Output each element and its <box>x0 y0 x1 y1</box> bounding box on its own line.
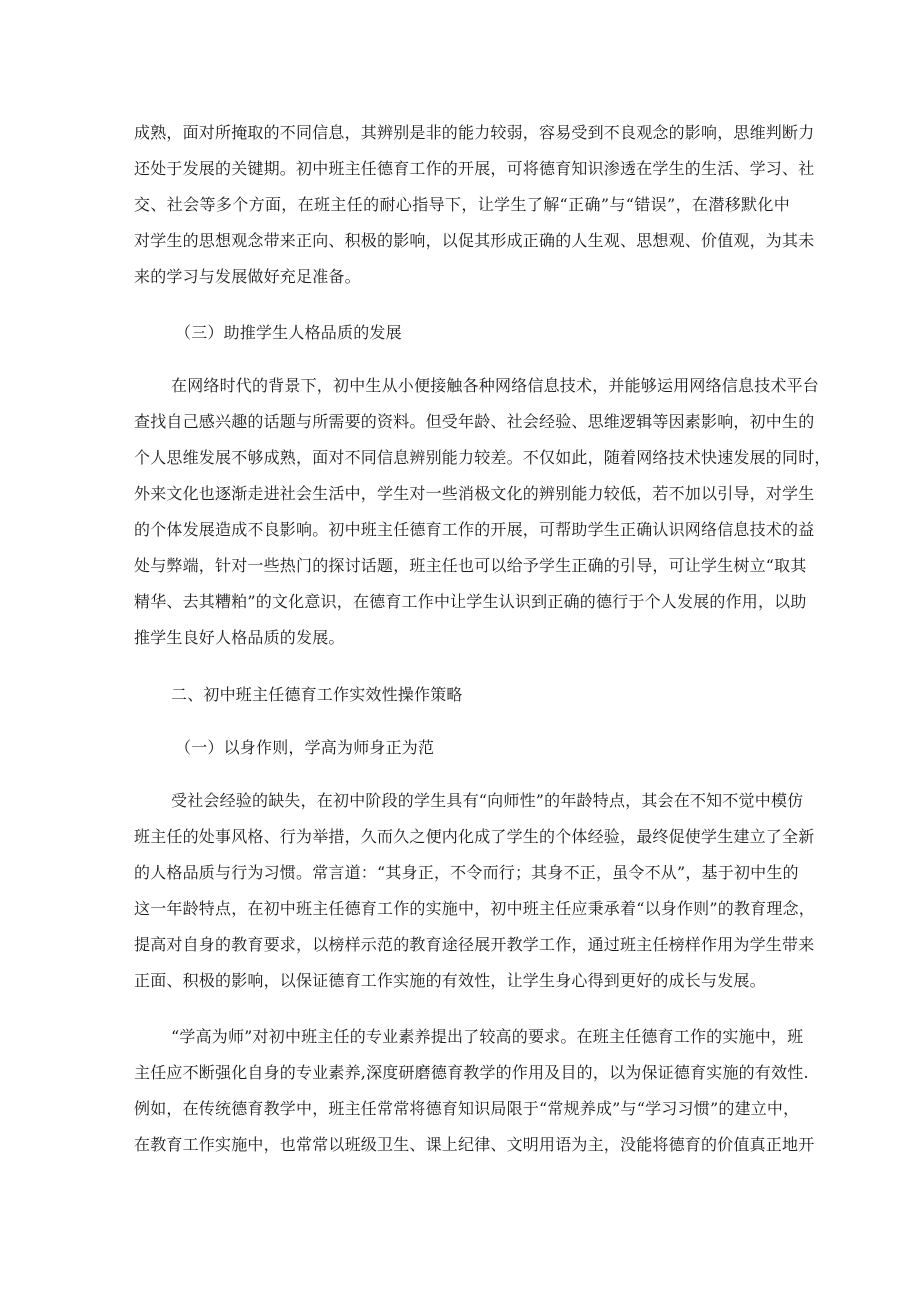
paragraph-line: 查找自己感兴趣的话题与所需要的资料。但受年龄、社会经验、思维逻辑等因素影响，初中生的 <box>134 412 815 431</box>
paragraph-line: 成熟，面对所掩取的不同信息，其辨别是非的能力较弱，容易受到不良观念的影响，思维判断力 <box>134 123 815 142</box>
paragraph-line: 正面、积极的影响，以保证德育工作实施的有效性，让学生身心得到更好的成长与发展。 <box>134 971 766 990</box>
paragraph-line: 受社会经验的缺失，在初中阶段的学生具有“向师性”的年龄特点，其会在不知不觉中模仿 <box>171 791 804 810</box>
paragraph-line: 来的学习与发展做好充足准备。 <box>134 267 361 286</box>
subsection-heading: （三）助推学生人格品质的发展 <box>175 323 402 342</box>
paragraph-line: 主任应不断强化自身的专业素养,深度研磨德育教学的作用及目的，以为保证德育实施的有效性. <box>134 1063 809 1082</box>
paragraph-line: 例如，在传统德育教学中，班主任常常将德育知识局限于“常规养成”与“学习习惯”的建立中， <box>134 1099 800 1118</box>
section-heading: 二、初中班主任德育工作实效性操作策略 <box>171 685 463 704</box>
paragraph-line: 的个体发展造成不良影响。初中班主任德育工作的开展，可帮助学生正确认识网络信息技术的益 <box>134 520 815 539</box>
paragraph-line: 交、社会等多个方面，在班主任的耐心指导下，让学生了解“正确”与“错误”，在潜移默化中 <box>134 195 790 214</box>
paragraph-line: 班主任的处事风格、行为举措，久而久之便内化成了学生的个体经验，最终促使学生建立了全新 <box>134 827 815 846</box>
paragraph-line: 外来文化也逐渐走进社会生活中，学生对一些消极文化的辨别能力较低，若不加以引导，对学生 <box>134 484 815 503</box>
paragraph-line: 处与弊端，针对一些热门的探讨话题，班主任也可以给予学生正确的引导，可让学生树立“取其 <box>134 556 807 575</box>
paragraph-line: 在网络时代的背景下，初中生从小便接触各种网络信息技术，并能够运用网络信息技术平台 <box>171 376 820 395</box>
paragraph-line: 这一年龄特点，在初中班主任德育工作的实施中，初中班主任应秉承着“以身作则”的教育理念， <box>134 899 815 918</box>
paragraph-line: “学高为师”对初中班主任的专业素养提出了较高的要求。在班主任德育工作的实施中，班 <box>171 1027 804 1046</box>
paragraph-line: 推学生良好人格品质的发展。 <box>134 628 345 647</box>
paragraph-line: 还处于发展的关键期。初中班主任德育工作的开展，可将德育知识渗透在学生的生活、学习、社 <box>134 159 815 178</box>
paragraph-line: 个人思维发展不够成熟，面对不同信息辨别能力较差。不仅如此，随着网络技术快速发展的同时， <box>134 448 831 467</box>
paragraph-line: 精华、去其糟粕”的文化意识，在德育工作中让学生认识到正确的德行于个人发展的作用，以助 <box>134 592 807 611</box>
paragraph-line: 在教育工作实施中，也常常以班级卫生、课上纪律、文明用语为主，没能将德育的价值真正地开 <box>134 1135 815 1154</box>
paragraph-line: 对学生的思想观念带来正向、积极的影响，以促其形成正确的人生观、思想观、价值观，为其未 <box>134 231 815 250</box>
subsection-heading: （一）以身作则，学高为师身正为范 <box>175 738 435 757</box>
paragraph-line: 提高对自身的教育要求，以榜样示范的教育途径展开教学工作，通过班主任榜样作用为学生带来 <box>134 935 815 954</box>
paragraph-line: 的人格品质与行为习惯。常言道：“其身正，不令而行；其身不正，虽令不从”，基于初中生的 <box>134 863 799 882</box>
